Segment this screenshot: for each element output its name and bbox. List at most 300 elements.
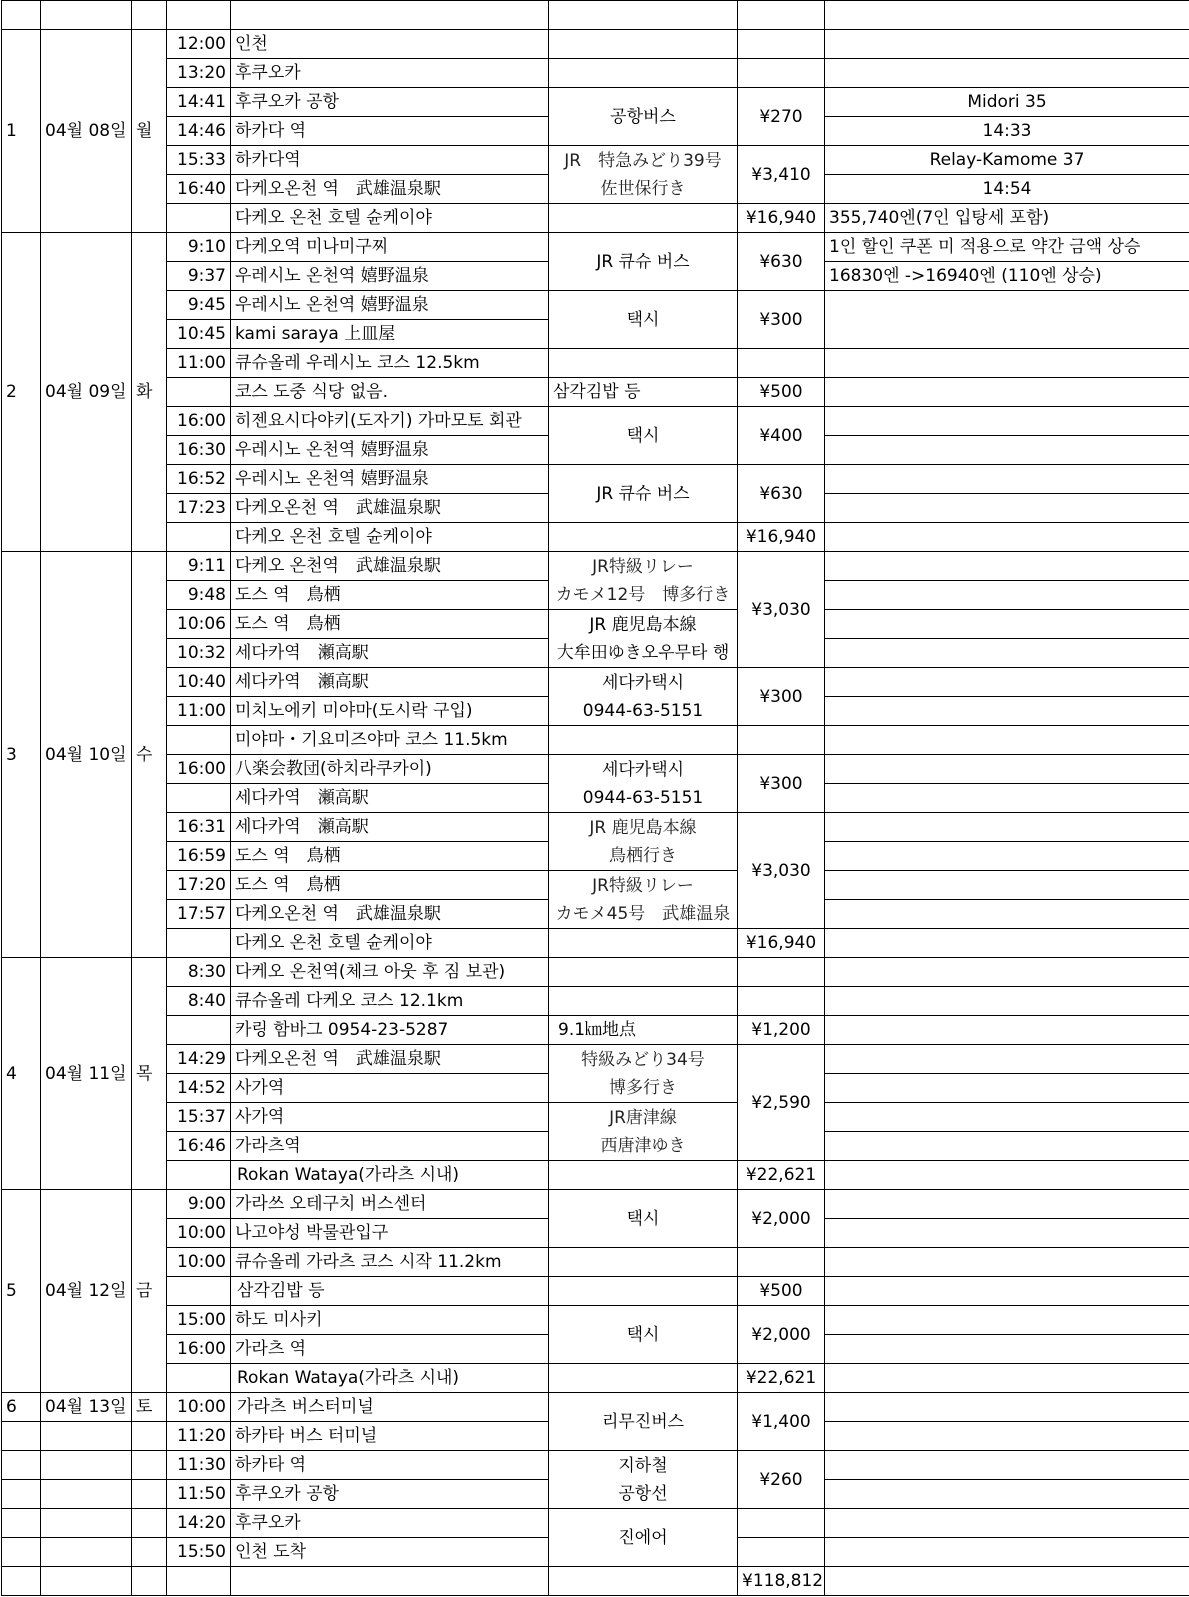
- day-weekday[interactable]: 월: [132, 30, 167, 233]
- time-cell[interactable]: 8:30: [167, 958, 231, 987]
- place-cell[interactable]: 큐슈올레 우레시노 코스 12.5km: [231, 349, 549, 378]
- cell[interactable]: [132, 1451, 167, 1480]
- cost-cell[interactable]: ¥22,621: [738, 1364, 825, 1393]
- note-cell[interactable]: 14:33: [825, 117, 1189, 146]
- cell[interactable]: [41, 1538, 132, 1567]
- place-cell[interactable]: 다케오 온천역(체크 아웃 후 짐 보관): [231, 958, 549, 987]
- day-number[interactable]: 4: [2, 958, 41, 1190]
- note-cell[interactable]: [825, 1277, 1189, 1306]
- cell[interactable]: [2, 1451, 41, 1480]
- transport-cell[interactable]: [549, 1277, 738, 1306]
- time-cell[interactable]: 9:00: [167, 1190, 231, 1219]
- note-cell[interactable]: [825, 1074, 1189, 1103]
- cell[interactable]: [41, 1509, 132, 1538]
- table-row: [2, 30, 1189, 59]
- time-cell[interactable]: [167, 784, 231, 813]
- cell[interactable]: [41, 1567, 132, 1596]
- itinerary-table: [1, 0, 1189, 1596]
- cell[interactable]: [132, 1509, 167, 1538]
- note-cell[interactable]: 14:54: [825, 175, 1189, 204]
- note-cell[interactable]: [825, 1480, 1189, 1509]
- time-cell[interactable]: 14:20: [167, 1509, 231, 1538]
- place-cell[interactable]: 하도 미사키: [231, 1306, 549, 1335]
- cell[interactable]: [167, 1567, 231, 1596]
- cost-cell[interactable]: ¥22,621: [738, 1161, 825, 1190]
- cost-cell[interactable]: ¥3,030: [738, 552, 825, 668]
- note-cell[interactable]: [825, 378, 1189, 407]
- time-cell[interactable]: 11:00: [167, 349, 231, 378]
- cost-cell[interactable]: ¥2,590: [738, 1045, 825, 1161]
- cost-cell[interactable]: ¥300: [738, 291, 825, 349]
- time-cell[interactable]: 10:00: [167, 1219, 231, 1248]
- cost-cell[interactable]: [738, 1538, 825, 1567]
- day-date[interactable]: 04월 12일: [41, 1190, 132, 1393]
- transport-line: 鳥栖行き: [609, 845, 677, 866]
- time-cell[interactable]: 14:41: [167, 88, 231, 117]
- note-cell[interactable]: [825, 1538, 1189, 1567]
- place-cell[interactable]: 가라츠 버스터미널: [231, 1393, 549, 1422]
- cell[interactable]: [132, 1567, 167, 1596]
- cell[interactable]: [825, 1, 1189, 30]
- cell[interactable]: [2, 1480, 41, 1509]
- transport-cell[interactable]: [549, 1161, 738, 1190]
- place-cell[interactable]: 큐슈올레 가라츠 코스 시작 11.2km: [231, 1248, 549, 1277]
- place-cell[interactable]: 다케오온천 역 武雄温泉駅: [231, 900, 549, 929]
- time-cell[interactable]: 17:57: [167, 900, 231, 929]
- cell[interactable]: [825, 1567, 1189, 1596]
- cell[interactable]: [738, 1, 825, 30]
- time-cell[interactable]: 16:52: [167, 465, 231, 494]
- transport-cell[interactable]: 리무진버스: [549, 1393, 738, 1451]
- time-cell[interactable]: 16:31: [167, 813, 231, 842]
- note-cell[interactable]: [825, 552, 1189, 581]
- place-cell[interactable]: 인천: [231, 30, 549, 59]
- cost-cell[interactable]: [738, 987, 825, 1016]
- table-row: [2, 813, 1189, 842]
- cost-cell[interactable]: ¥300: [738, 755, 825, 813]
- place-cell[interactable]: 도스 역 鳥栖: [231, 581, 549, 610]
- note-cell[interactable]: [825, 1451, 1189, 1480]
- cost-cell[interactable]: ¥16,940: [738, 929, 825, 958]
- time-cell[interactable]: 16:59: [167, 842, 231, 871]
- cost-cell[interactable]: ¥500: [738, 1277, 825, 1306]
- place-cell[interactable]: 도스 역 鳥栖: [231, 610, 549, 639]
- note-cell[interactable]: [825, 1248, 1189, 1277]
- note-cell[interactable]: Midori 35: [825, 88, 1189, 117]
- place-cell[interactable]: 가라츠역: [231, 1132, 549, 1161]
- transport-cell[interactable]: [549, 1248, 738, 1277]
- place-cell[interactable]: kami saraya 上皿屋: [231, 320, 549, 349]
- cost-cell[interactable]: ¥630: [738, 233, 825, 291]
- note-cell[interactable]: [825, 639, 1189, 668]
- note-cell[interactable]: [825, 1103, 1189, 1132]
- cost-cell[interactable]: [738, 59, 825, 88]
- place-cell[interactable]: Rokan Wataya(가라츠 시내): [231, 1161, 549, 1190]
- day-number[interactable]: 5: [2, 1190, 41, 1393]
- place-cell[interactable]: 세다카역 瀬高駅: [231, 639, 549, 668]
- time-cell[interactable]: 10:40: [167, 668, 231, 697]
- day-number[interactable]: 2: [2, 233, 41, 552]
- cell[interactable]: [549, 1, 738, 30]
- place-cell[interactable]: 다케오온천 역 武雄温泉駅: [231, 494, 549, 523]
- place-cell[interactable]: 카링 함바그 0954-23-5287: [231, 1016, 549, 1045]
- transport-line: 0944-63-5151: [582, 787, 704, 808]
- day-number[interactable]: 3: [2, 552, 41, 958]
- cost-cell[interactable]: ¥3,410: [738, 146, 825, 204]
- time-cell[interactable]: 9:37: [167, 262, 231, 291]
- note-cell[interactable]: [825, 581, 1189, 610]
- transport-cell[interactable]: 진에어: [549, 1509, 738, 1567]
- time-cell[interactable]: 15:33: [167, 146, 231, 175]
- note-cell[interactable]: [825, 465, 1189, 494]
- transport-cell[interactable]: 삼각김밥 등: [549, 378, 738, 407]
- time-cell[interactable]: [167, 929, 231, 958]
- table-row: [2, 552, 1189, 581]
- cell[interactable]: [2, 1538, 41, 1567]
- place-cell[interactable]: 우레시노 온천역 嬉野温泉: [231, 291, 549, 320]
- place-cell[interactable]: 하카타 버스 터미널: [231, 1422, 549, 1451]
- day-date[interactable]: 04월 11일: [41, 958, 132, 1190]
- time-cell[interactable]: 16:46: [167, 1132, 231, 1161]
- cost-cell[interactable]: ¥1,400: [738, 1393, 825, 1451]
- transport-line: JR 特急みどり39号: [564, 150, 722, 171]
- day-weekday[interactable]: 화: [132, 233, 167, 552]
- place-cell[interactable]: 히젠요시다야키(도자기) 가마모토 회관: [231, 407, 549, 436]
- day-number[interactable]: 1: [2, 30, 41, 233]
- day-weekday[interactable]: 금: [132, 1190, 167, 1393]
- place-cell[interactable]: 다케오 온천 호텔 슌케이야: [231, 523, 549, 552]
- transport-cell[interactable]: 공항버스: [549, 88, 738, 146]
- time-cell[interactable]: 16:30: [167, 436, 231, 465]
- cost-cell[interactable]: ¥2,000: [738, 1190, 825, 1248]
- table-row: [2, 291, 1189, 320]
- note-cell[interactable]: [825, 30, 1189, 59]
- place-cell[interactable]: 우레시노 온천역 嬉野温泉: [231, 465, 549, 494]
- cost-cell[interactable]: ¥1,200: [738, 1016, 825, 1045]
- time-cell[interactable]: 11:50: [167, 1480, 231, 1509]
- day-weekday[interactable]: 목: [132, 958, 167, 1190]
- cell[interactable]: [41, 1451, 132, 1480]
- note-cell[interactable]: [825, 436, 1189, 465]
- place-cell[interactable]: 사가역: [231, 1074, 549, 1103]
- time-cell[interactable]: [167, 1016, 231, 1045]
- place-cell[interactable]: 사가역: [231, 1103, 549, 1132]
- transport-cell[interactable]: 택시: [549, 1190, 738, 1248]
- time-cell[interactable]: [167, 726, 231, 755]
- place-cell[interactable]: 우레시노 온천역 嬉野温泉: [231, 262, 549, 291]
- cost-cell[interactable]: [738, 349, 825, 378]
- cost-cell[interactable]: ¥260: [738, 1451, 825, 1509]
- time-cell[interactable]: 9:48: [167, 581, 231, 610]
- transport-cell[interactable]: JR 큐슈 버스: [549, 465, 738, 523]
- note-cell[interactable]: [825, 784, 1189, 813]
- transport-cell[interactable]: 택시: [549, 407, 738, 465]
- note-cell[interactable]: [825, 1393, 1189, 1422]
- time-cell[interactable]: 14:29: [167, 1045, 231, 1074]
- table-row: [2, 1509, 1189, 1538]
- day-date[interactable]: 04월 08일: [41, 30, 132, 233]
- note-cell[interactable]: [825, 1306, 1189, 1335]
- note-cell[interactable]: [825, 407, 1189, 436]
- note-cell[interactable]: 16830엔 ->16940엔 (110엔 상승): [825, 262, 1189, 291]
- place-cell[interactable]: 세다카역 瀬高駅: [231, 784, 549, 813]
- cost-cell[interactable]: ¥630: [738, 465, 825, 523]
- note-cell[interactable]: [825, 1190, 1189, 1219]
- cell[interactable]: [132, 1422, 167, 1451]
- time-cell[interactable]: [167, 204, 231, 233]
- cell[interactable]: [41, 1, 132, 30]
- transport-cell[interactable]: [549, 146, 738, 204]
- cost-cell[interactable]: [738, 958, 825, 987]
- note-cell[interactable]: [825, 697, 1189, 726]
- cell[interactable]: [549, 1567, 738, 1596]
- note-cell[interactable]: [825, 958, 1189, 987]
- note-cell[interactable]: [825, 987, 1189, 1016]
- note-cell[interactable]: Relay-Kamome 37: [825, 146, 1189, 175]
- place-cell[interactable]: 도스 역 鳥栖: [231, 842, 549, 871]
- time-cell[interactable]: 11:30: [167, 1451, 231, 1480]
- cell[interactable]: [2, 1567, 41, 1596]
- table-row: [2, 233, 1189, 262]
- table-row: [2, 1045, 1189, 1074]
- time-cell[interactable]: [167, 1277, 231, 1306]
- place-cell[interactable]: 후쿠오카 공항: [231, 1480, 549, 1509]
- time-cell[interactable]: 13:20: [167, 59, 231, 88]
- place-cell[interactable]: 八楽会教団(하치라쿠카이): [231, 755, 549, 784]
- time-cell[interactable]: 9:10: [167, 233, 231, 262]
- transport-cell[interactable]: [549, 1103, 738, 1161]
- transport-cell[interactable]: [549, 668, 738, 726]
- note-cell[interactable]: [825, 610, 1189, 639]
- cell[interactable]: [2, 1422, 41, 1451]
- note-cell[interactable]: [825, 929, 1189, 958]
- transport-cell[interactable]: [549, 59, 738, 88]
- time-cell[interactable]: 9:11: [167, 552, 231, 581]
- cell[interactable]: [132, 1538, 167, 1567]
- transport-cell[interactable]: [549, 30, 738, 59]
- day-date[interactable]: 04월 13일: [41, 1393, 132, 1422]
- note-cell[interactable]: [825, 871, 1189, 900]
- cell[interactable]: [231, 1567, 549, 1596]
- transport-line: 特級みどり34号: [581, 1049, 705, 1070]
- note-cell[interactable]: [825, 1364, 1189, 1393]
- time-cell[interactable]: 10:00: [167, 1248, 231, 1277]
- place-cell[interactable]: Rokan Wataya(가라츠 시내): [231, 1364, 549, 1393]
- cell[interactable]: [2, 1, 41, 30]
- day-number[interactable]: 6: [2, 1393, 41, 1422]
- time-cell[interactable]: 11:20: [167, 1422, 231, 1451]
- place-cell[interactable]: 하카다역: [231, 146, 549, 175]
- note-cell[interactable]: [825, 1219, 1189, 1248]
- transport-cell[interactable]: [549, 755, 738, 813]
- note-cell[interactable]: [825, 1509, 1189, 1538]
- transport-cell[interactable]: [549, 204, 738, 233]
- transport-cell[interactable]: [549, 929, 738, 958]
- note-cell[interactable]: [825, 842, 1189, 871]
- transport-cell[interactable]: [549, 1045, 738, 1103]
- cell[interactable]: [167, 1, 231, 30]
- place-cell[interactable]: 미치노에키 미야마(도시락 구입): [231, 697, 549, 726]
- transport-cell[interactable]: [549, 726, 738, 755]
- place-cell[interactable]: 다케오 온천 호텔 슌케이야: [231, 204, 549, 233]
- time-cell[interactable]: 14:46: [167, 117, 231, 146]
- cost-cell[interactable]: [738, 30, 825, 59]
- place-cell[interactable]: 다케오온천 역 武雄温泉駅: [231, 175, 549, 204]
- cell[interactable]: [132, 1, 167, 30]
- table-row: [2, 378, 1189, 407]
- note-cell[interactable]: [825, 900, 1189, 929]
- cost-cell[interactable]: ¥16,940: [738, 204, 825, 233]
- time-cell[interactable]: 16:00: [167, 1335, 231, 1364]
- cost-cell[interactable]: [738, 726, 825, 755]
- time-cell[interactable]: 9:45: [167, 291, 231, 320]
- cost-cell[interactable]: ¥2,000: [738, 1306, 825, 1364]
- place-cell[interactable]: 코스 도중 식당 없음.: [231, 378, 549, 407]
- transport-cell[interactable]: [549, 1364, 738, 1393]
- transport-cell[interactable]: [549, 871, 738, 929]
- transport-cell[interactable]: JR 큐슈 버스: [549, 233, 738, 291]
- note-cell[interactable]: [825, 523, 1189, 552]
- time-cell[interactable]: 12:00: [167, 30, 231, 59]
- time-cell[interactable]: 10:00: [167, 1393, 231, 1422]
- place-cell[interactable]: 하카타 역: [231, 1451, 549, 1480]
- cost-cell[interactable]: ¥270: [738, 88, 825, 146]
- time-cell[interactable]: 16:00: [167, 755, 231, 784]
- place-cell[interactable]: 가라쓰 오테구치 버스센터: [231, 1190, 549, 1219]
- place-cell[interactable]: 다케오온천 역 武雄温泉駅: [231, 1045, 549, 1074]
- note-cell[interactable]: [825, 668, 1189, 697]
- place-cell[interactable]: 후쿠오카 공항: [231, 88, 549, 117]
- time-cell[interactable]: [167, 523, 231, 552]
- transport-line: 세다카택시: [601, 759, 685, 780]
- time-cell[interactable]: 17:20: [167, 871, 231, 900]
- cell[interactable]: [41, 1422, 132, 1451]
- cost-cell[interactable]: [738, 1248, 825, 1277]
- time-cell[interactable]: 15:50: [167, 1538, 231, 1567]
- time-cell[interactable]: 10:06: [167, 610, 231, 639]
- table-row: [2, 523, 1189, 552]
- cost-cell[interactable]: [738, 1509, 825, 1538]
- transport-cell[interactable]: [549, 523, 738, 552]
- table-row: [2, 958, 1189, 987]
- place-cell[interactable]: 우레시노 온천역 嬉野温泉: [231, 436, 549, 465]
- table-row: [2, 726, 1189, 755]
- note-cell[interactable]: [825, 59, 1189, 88]
- day-weekday[interactable]: 수: [132, 552, 167, 958]
- transport-cell[interactable]: 9.1㎞地点: [549, 1016, 738, 1045]
- table-row: [2, 407, 1189, 436]
- note-cell[interactable]: [825, 1045, 1189, 1074]
- day-date[interactable]: 04월 09일: [41, 233, 132, 552]
- place-cell[interactable]: 세다카역 瀬高駅: [231, 668, 549, 697]
- time-cell[interactable]: 15:37: [167, 1103, 231, 1132]
- time-cell[interactable]: 15:00: [167, 1306, 231, 1335]
- place-cell[interactable]: 가라츠 역: [231, 1335, 549, 1364]
- cost-cell[interactable]: ¥400: [738, 407, 825, 465]
- note-cell[interactable]: [825, 726, 1189, 755]
- transport-cell[interactable]: 택시: [549, 291, 738, 349]
- cell[interactable]: [231, 1, 549, 30]
- place-cell[interactable]: 인천 도착: [231, 1538, 549, 1567]
- time-cell[interactable]: [167, 1161, 231, 1190]
- transport-cell[interactable]: [549, 958, 738, 987]
- time-cell[interactable]: 10:45: [167, 320, 231, 349]
- day-date[interactable]: 04월 10일: [41, 552, 132, 958]
- table-row: [2, 987, 1189, 1016]
- table-row: [2, 465, 1189, 494]
- cost-cell[interactable]: ¥16,940: [738, 523, 825, 552]
- time-cell[interactable]: 10:32: [167, 639, 231, 668]
- time-cell[interactable]: [167, 378, 231, 407]
- transport-line: 佐世保行き: [600, 178, 686, 199]
- note-cell[interactable]: [825, 1132, 1189, 1161]
- transport-cell[interactable]: [549, 349, 738, 378]
- transport-line: 大牟田ゆき오우무타 행: [556, 642, 730, 663]
- note-cell[interactable]: [825, 291, 1189, 349]
- time-cell[interactable]: 14:52: [167, 1074, 231, 1103]
- day-weekday[interactable]: 토: [132, 1393, 167, 1422]
- table-row: [2, 1451, 1189, 1480]
- transport-cell[interactable]: [549, 987, 738, 1016]
- table-row: [2, 1190, 1189, 1219]
- transport-cell[interactable]: [549, 813, 738, 871]
- place-cell[interactable]: 세다카역 瀬高駅: [231, 813, 549, 842]
- place-cell[interactable]: 미야마・기요미즈야마 코스 11.5km: [231, 726, 549, 755]
- note-cell[interactable]: [825, 349, 1189, 378]
- transport-cell[interactable]: [549, 610, 738, 668]
- table-row: [2, 1016, 1189, 1045]
- transport-cell[interactable]: [549, 1451, 738, 1509]
- note-cell[interactable]: [825, 1161, 1189, 1190]
- place-cell[interactable]: 다케오 온천 호텔 슌케이야: [231, 929, 549, 958]
- place-cell[interactable]: 큐슈올레 다케오 코스 12.1km: [231, 987, 549, 1016]
- cost-cell[interactable]: ¥300: [738, 668, 825, 726]
- place-cell[interactable]: 나고야성 박물관입구: [231, 1219, 549, 1248]
- transport-cell[interactable]: 택시: [549, 1306, 738, 1364]
- cell[interactable]: [2, 1509, 41, 1538]
- note-cell[interactable]: [825, 813, 1189, 842]
- note-cell[interactable]: [825, 494, 1189, 523]
- cell[interactable]: [132, 1480, 167, 1509]
- place-cell[interactable]: 후쿠오카: [231, 59, 549, 88]
- time-cell[interactable]: [167, 1364, 231, 1393]
- time-cell[interactable]: 8:40: [167, 987, 231, 1016]
- place-cell[interactable]: 도스 역 鳥栖: [231, 871, 549, 900]
- table-row: [2, 349, 1189, 378]
- time-cell[interactable]: 17:23: [167, 494, 231, 523]
- place-cell[interactable]: 다케오 온천역 武雄温泉駅: [231, 552, 549, 581]
- cost-cell[interactable]: ¥3,030: [738, 813, 825, 929]
- cost-cell[interactable]: ¥500: [738, 378, 825, 407]
- time-cell[interactable]: 16:40: [167, 175, 231, 204]
- note-cell[interactable]: [825, 1016, 1189, 1045]
- place-cell[interactable]: 삼각김밥 등: [231, 1277, 549, 1306]
- place-cell[interactable]: 후쿠오카: [231, 1509, 549, 1538]
- cell[interactable]: [41, 1480, 132, 1509]
- note-cell[interactable]: [825, 1422, 1189, 1451]
- place-cell[interactable]: 하카다 역: [231, 117, 549, 146]
- time-cell[interactable]: 11:00: [167, 697, 231, 726]
- table-row: [2, 871, 1189, 900]
- time-cell[interactable]: 16:00: [167, 407, 231, 436]
- transport-cell[interactable]: [549, 552, 738, 610]
- note-cell[interactable]: 1인 할인 쿠폰 미 적용으로 약간 금액 상승: [825, 233, 1189, 262]
- note-cell[interactable]: [825, 755, 1189, 784]
- place-cell[interactable]: 다케오역 미나미구찌: [231, 233, 549, 262]
- note-cell[interactable]: [825, 1335, 1189, 1364]
- note-cell[interactable]: 355,740엔(7인 입탕세 포함): [825, 204, 1189, 233]
- total-cost-cell[interactable]: ¥118,812: [738, 1567, 825, 1596]
